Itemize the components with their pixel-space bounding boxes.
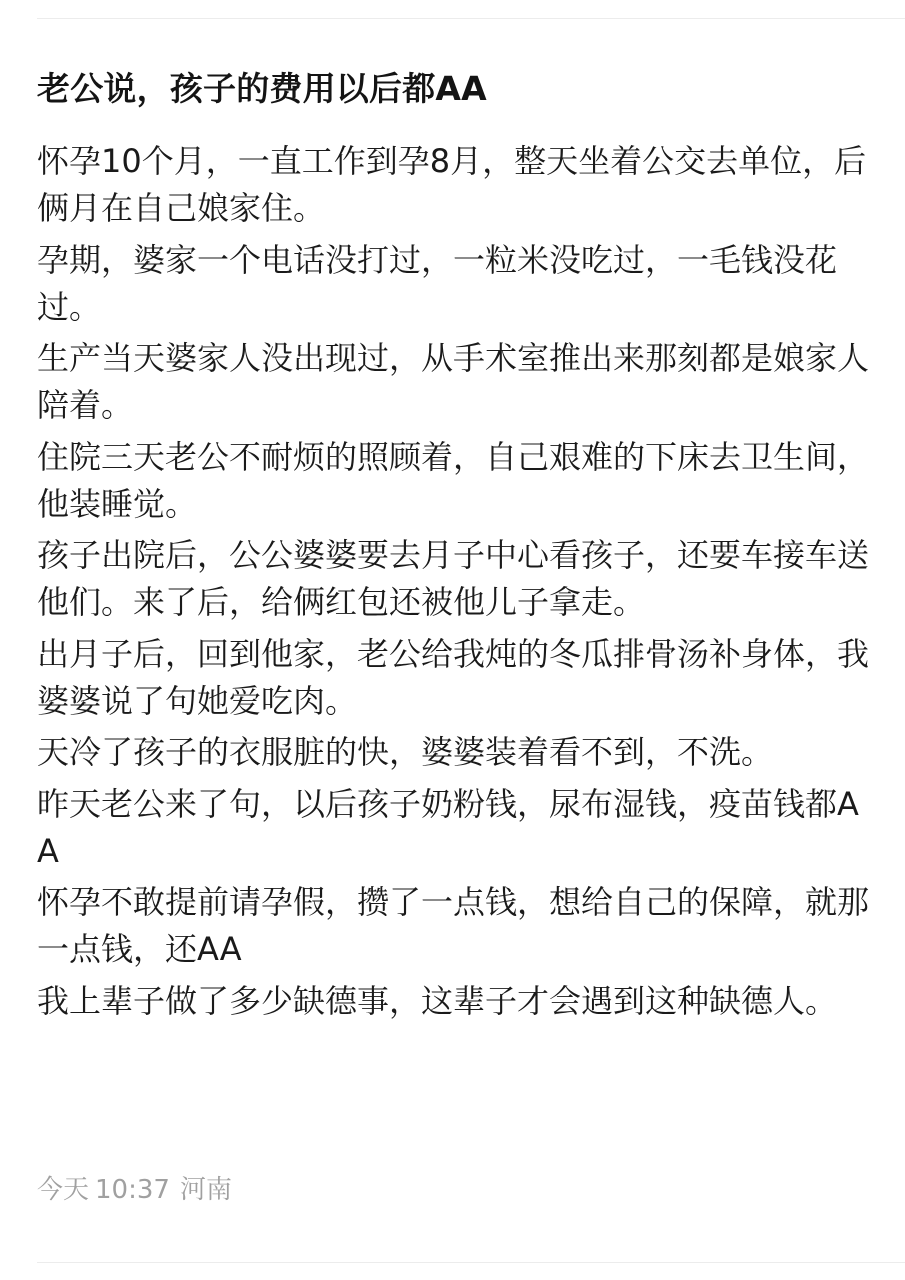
bottom-divider xyxy=(37,1262,905,1263)
post-paragraph: 怀孕不敢提前请孕假，攒了一点钱，想给自己的保障，就那一点钱，还AA xyxy=(37,883,870,968)
post-paragraph: 孕期，婆家一个电话没打过，一粒米没吃过，一毛钱没花过。 xyxy=(37,240,838,326)
post-paragraph: 我上辈子做了多少缺德事，这辈子才会遇到这种缺德人。 xyxy=(37,981,838,1020)
post-paragraph: 生产当天婆家人没出现过，从手术室推出来那刻都是娘家人陪着。 xyxy=(37,339,870,424)
post-paragraph: 昨天老公来了句，以后孩子奶粉钱，尿布湿钱，疫苗钱都AA xyxy=(37,784,859,870)
post-paragraph: 住院三天老公不耐烦的照顾着，自己艰难的下床去卫生间，他装睡觉。 xyxy=(37,437,870,523)
post-time: 10:37 xyxy=(95,1175,170,1205)
post-paragraph: 怀孕10个月，一直工作到孕8月，整天坐着公交去单位，后俩月在自己娘家住。 xyxy=(37,142,867,227)
top-divider xyxy=(37,18,905,19)
post-title: 老公说，孩子的费用以后都AA xyxy=(37,69,487,108)
post-day: 今天 xyxy=(37,1175,90,1205)
post-location: 河南 xyxy=(179,1175,232,1205)
post-paragraph: 孩子出院后，公公婆婆要去月子中心看孩子，还要车接车送他们。来了后，给俩红包还被他儿子拿走。 xyxy=(37,536,870,621)
post-body xyxy=(37,138,869,1029)
post-paragraph: 出月子后，回到他家，老公给我炖的冬瓜排骨汤补身体，我婆婆说了句她爱吃肉。 xyxy=(37,634,870,720)
post-meta xyxy=(37,1170,232,1210)
post-paragraph: 天冷了孩子的衣服脏的快，婆婆装着看不到，不洗。 xyxy=(37,733,774,771)
